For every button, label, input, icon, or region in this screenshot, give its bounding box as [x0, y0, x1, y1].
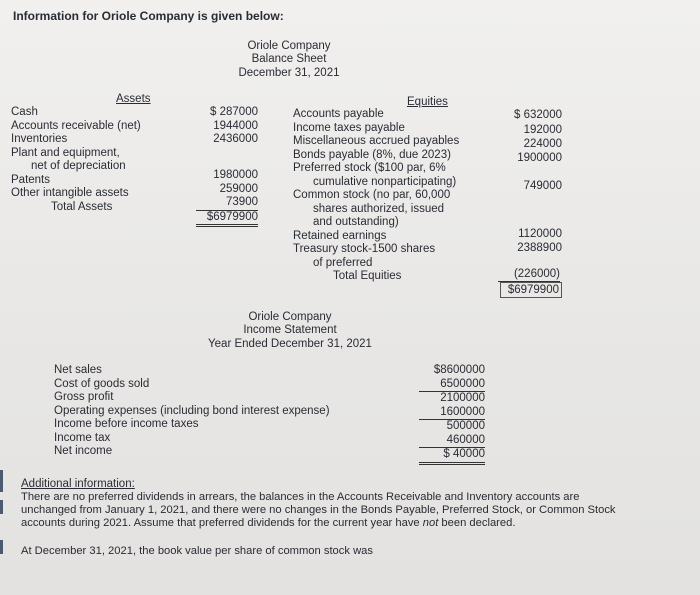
is-company: Oriole Company: [248, 311, 332, 323]
equities-header: Equities: [407, 96, 448, 108]
asset-value: 1944000: [213, 119, 258, 132]
equity-total: $6979900: [500, 282, 562, 298]
equity-label: Income taxes payable: [293, 121, 405, 134]
equity-label: Preferred stock ($100 par, 6%: [293, 162, 446, 174]
asset-value: 1980000: [213, 169, 258, 181]
is-title: Income Statement: [243, 324, 337, 336]
asset-total: $6979900: [196, 211, 258, 228]
intro-text: Information for Oriole Company is given below:: [13, 9, 284, 23]
emphasis-text: not: [422, 517, 439, 529]
asset-label: Patents: [11, 173, 50, 186]
is-value: 500000: [446, 420, 485, 432]
equity-label: shares authorized, issued: [313, 202, 445, 215]
equity-label: Accounts payable: [293, 108, 384, 120]
is-labels: [54, 364, 330, 459]
asset-label: net of depreciation: [31, 160, 126, 172]
equity-value: 224000: [523, 138, 562, 150]
equity-label: and outstanding): [313, 216, 399, 228]
asset-value: 73900: [196, 196, 258, 211]
edge-mark: [0, 470, 3, 492]
is-value: $ 40000: [419, 448, 485, 465]
additional-text: accounts during 2021. Assume that preferred dividends for the current year have: [21, 517, 423, 529]
is-value: 1600000: [419, 406, 485, 421]
equity-value: 749000: [523, 180, 562, 192]
asset-value: $ 287000: [210, 106, 258, 118]
is-value: $8600000: [433, 364, 485, 376]
additional-line: [21, 516, 515, 530]
equity-label: Total Equities: [333, 270, 402, 282]
assets-values: [196, 106, 258, 227]
equity-label: Common stock (no par, 60,000: [293, 189, 451, 201]
equity-label: Miscellaneous accrued payables: [293, 135, 460, 147]
is-label: Net sales: [54, 364, 102, 376]
asset-label: Total Assets: [51, 200, 113, 213]
asset-value: [196, 147, 258, 161]
asset-value: 2436000: [213, 133, 258, 145]
equity-value: 2388900: [517, 242, 562, 254]
question-text: At December 31, 2021, the book value per share of common stock was: [21, 545, 373, 557]
is-value: 2100000: [440, 392, 485, 404]
equity-value: 1120000: [518, 228, 562, 240]
is-label: Income before income taxes: [54, 418, 199, 430]
bs-title: Balance Sheet: [251, 53, 327, 65]
additional-line: unchanged from January 1, 2021, and there were no changes in the Bonds Payable, Preferred Stock, or Common Stock: [21, 504, 616, 516]
assets-header: Assets: [116, 93, 151, 105]
is-label: Net income: [54, 445, 113, 457]
is-period: Year Ended December 31, 2021: [208, 338, 372, 350]
is-label: Cost of goods sold: [54, 377, 150, 390]
equity-label: Bonds payable (8%, due 2023): [293, 148, 451, 161]
is-value: 460000: [419, 434, 485, 449]
asset-label: Cash: [11, 106, 38, 118]
asset-label: Inventories: [11, 133, 68, 145]
is-values: [419, 364, 485, 465]
equity-label: Retained earnings: [293, 229, 387, 242]
equity-label: cumulative nonparticipating): [313, 175, 457, 188]
bs-date: December 31, 2021: [238, 67, 340, 79]
additional-text: been declared.: [438, 517, 516, 529]
is-label: Gross profit: [54, 391, 114, 403]
edge-mark: [0, 500, 3, 514]
is-label: Operating expenses (including bond interest expense): [54, 404, 330, 417]
asset-label: Other intangible assets: [11, 187, 129, 199]
bs-company: Oriole Company: [247, 40, 331, 52]
asset-value: 259000: [219, 182, 258, 195]
is-value: 6500000: [419, 378, 485, 393]
equity-value: 192000: [523, 124, 562, 136]
assets-labels: [11, 106, 141, 214]
equity-value: 1900000: [517, 152, 562, 164]
additional-line: There are no preferred dividends in arrears, the balances in the Accounts Receivable and Inventory accounts are: [21, 491, 580, 503]
equities-labels: [293, 108, 459, 284]
additional-heading: Additional information:: [21, 478, 135, 490]
asset-label: Plant and equipment,: [11, 146, 120, 159]
is-label: Income tax: [54, 431, 111, 444]
equity-label: Treasury stock-1500 shares: [293, 243, 436, 255]
equity-label: of preferred: [313, 256, 373, 269]
edge-mark: [0, 540, 3, 554]
equity-value: (226000): [498, 267, 560, 282]
asset-label: Accounts receivable (net): [11, 119, 141, 132]
equity-value: $ 632000: [514, 109, 562, 121]
